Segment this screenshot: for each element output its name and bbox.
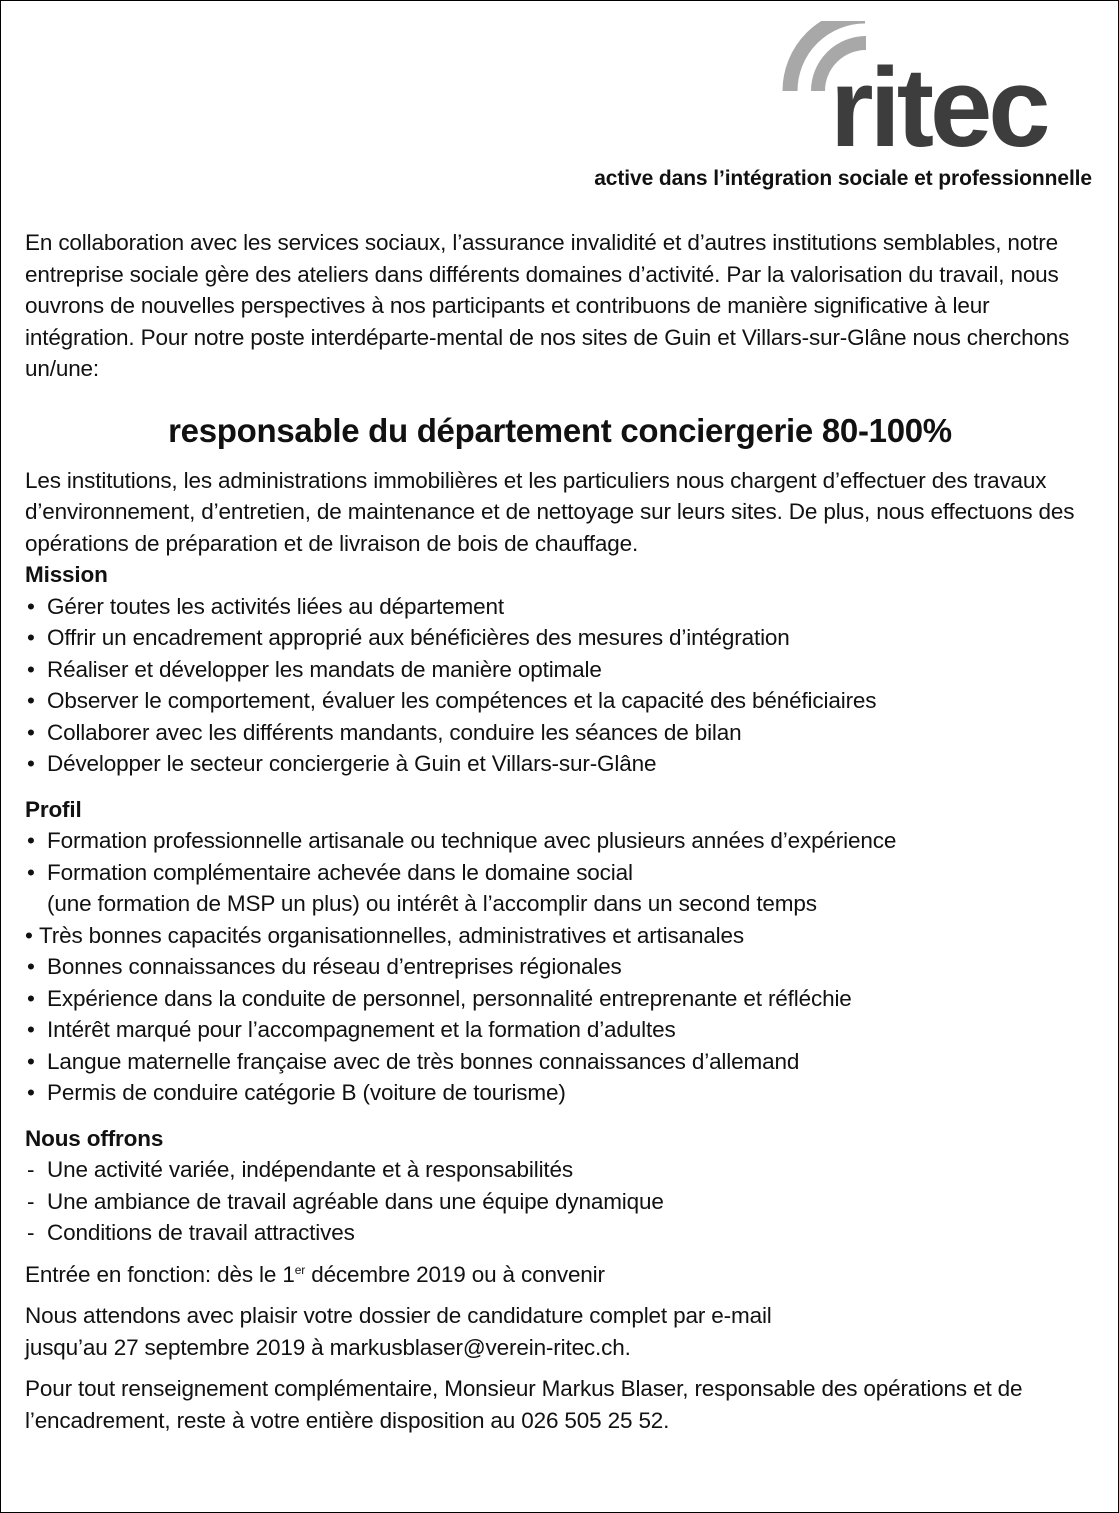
- profil-heading: Profil: [25, 796, 82, 822]
- list-item: - Une ambiance de travail agréable dans une équipe dynamique: [27, 1188, 664, 1214]
- offrons-heading: Nous offrons: [25, 1125, 164, 1151]
- list-item: • Offrir un encadrement approprié aux bénéficières des mesures d’intégration: [27, 625, 790, 650]
- tagline: active dans l’intégration sociale et professionnelle: [594, 167, 1092, 190]
- list-item: • Bonnes connaissances du réseau d’entreprises régionales: [27, 954, 622, 979]
- start-date: Entrée en fonction: dès le 1er décembre 2019 ou à convenir: [25, 1261, 605, 1287]
- list-item: • Collaborer avec les différents mandants, conduire les séances de bilan: [27, 719, 742, 745]
- profil-list: [25, 825, 1095, 1109]
- application-text: [25, 1300, 1095, 1363]
- list-item: • Gérer toutes les activités liées au département: [27, 593, 504, 619]
- ritec-logo: [770, 21, 1100, 156]
- list-item: • Permis de conduire catégorie B (voiture de tourisme): [27, 1080, 566, 1105]
- list-item: - Une activité variée, indépendante et à responsabilités: [27, 1157, 573, 1182]
- list-item: • Développer le secteur conciergerie à Guin et Villars-sur-Glâne: [27, 751, 657, 776]
- list-item-continuation: (une formation de MSP un plus) ou intérêt à l’accomplir dans un second temps: [47, 891, 817, 916]
- job-title: responsable du département conciergerie 80-100%: [168, 411, 952, 449]
- application-line-1: Nous attendons avec plaisir votre dossier de candidature complet par e-mail: [25, 1303, 772, 1328]
- description-paragraph: Les institutions, les administrations immobilières et les particuliers nous chargent d’effectuer des travaux d’environnement, d’entretien, de maintenance et de nettoyage sur leurs sites. De plus, nous effectuons des opérations de préparation et de livraison de bois de chauffage.: [25, 467, 1075, 556]
- list-item: • Intérêt marqué pour l’accompagnement et la formation d’adultes: [27, 1017, 676, 1042]
- list-item: • Langue maternelle française avec de très bonnes connaissances d’allemand: [27, 1048, 800, 1074]
- list-item: • Formation complémentaire achevée dans le domaine social: [27, 859, 633, 885]
- intro-paragraph: En collaboration avec les services sociaux, l’assurance invalidité et d’autres institutions semblables, notre entreprise sociale gère des ateliers dans différents domaines d’activité. Par la valorisation du travail, nous ouvrons de nouvelles perspectives à nos participants et contribuons de manière significative à leur intégration. Pour notre poste interdéparte-mental de nos sites de Guin et Villars-sur-Glâne nous cherchons un/une:: [25, 230, 1070, 381]
- mission-heading: Mission: [25, 562, 108, 587]
- offrons-list: [25, 1154, 1095, 1249]
- application-line-2: jusqu’au 27 septembre 2019 à markusblaser@verein-ritec.ch.: [25, 1334, 631, 1360]
- list-item: • Expérience dans la conduite de personnel, personnalité entreprenante et réfléchie: [27, 985, 852, 1011]
- ritec-logo-graphic: [770, 21, 1100, 156]
- list-item: • Très bonnes capacités organisationnelles, administratives et artisanales: [25, 922, 744, 948]
- logo-wordmark: ritec: [830, 45, 1047, 156]
- list-item: - Conditions de travail attractives: [27, 1220, 355, 1245]
- list-item: • Formation professionnelle artisanale ou technique avec plusieurs années d’expérience: [27, 828, 897, 853]
- contact-paragraph: Pour tout renseignement complémentaire, Monsieur Markus Blaser, responsable des opérations et de l’encadrement, reste à votre entière disposition au 026 505 25 52.: [25, 1376, 1023, 1433]
- list-item: • Réaliser et développer les mandats de manière optimale: [27, 656, 602, 682]
- list-item: • Observer le comportement, évaluer les compétences et la capacité des bénéficiaires: [27, 688, 877, 713]
- mission-list: [25, 591, 1095, 780]
- ad-body: [25, 227, 1095, 1436]
